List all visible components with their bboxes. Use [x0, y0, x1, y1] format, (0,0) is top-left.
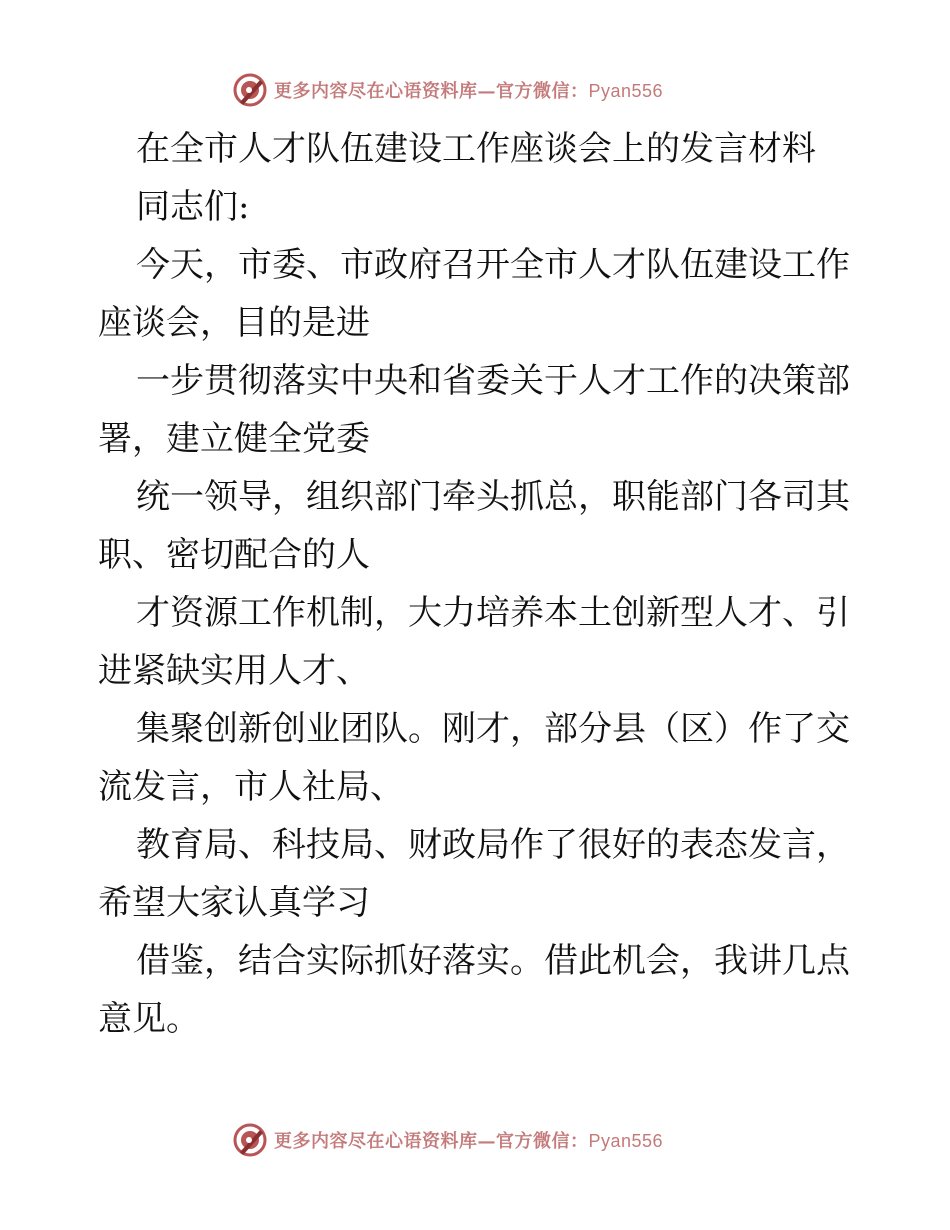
body-line: 借鉴，结合实际抓好落实。借此机会，我讲几点: [136, 941, 850, 981]
body-line: 教育局、科技局、财政局作了很好的表态发言，: [136, 825, 850, 865]
document-body: [98, 120, 858, 1048]
paragraph-lines: [98, 236, 858, 1048]
body-line: 统一领导，组织部门牵头抓总，职能部门各司其: [136, 477, 850, 517]
body-line: 意见。: [98, 999, 200, 1039]
watermark-wechat-id: Pyan556: [588, 1131, 664, 1151]
body-line: 座谈会，目的是进: [98, 303, 370, 343]
watermark-text: 更多内容尽在心语资料库—官方微信：Pyan556: [274, 1131, 664, 1152]
body-line: 流发言，市人社局、: [98, 767, 404, 807]
body-line: 一步贯彻落实中央和省委关于人才工作的决策部: [136, 361, 850, 401]
body-line: 进紧缺实用人才、: [98, 651, 370, 691]
document-title: 在全市人才队伍建设工作座谈会上的发言材料: [136, 129, 816, 169]
watermark-banner-top: [232, 70, 663, 110]
pen-logo-icon: [232, 72, 268, 108]
body-line: 职、密切配合的人: [98, 535, 370, 575]
body-line: 署，建立健全党委: [98, 419, 370, 459]
body-line: 希望大家认真学习: [98, 883, 370, 923]
watermark-text: 更多内容尽在心语资料库—官方微信：Pyan556: [274, 81, 664, 102]
watermark-banner-bottom: [232, 1120, 663, 1160]
body-line: 今天，市委、市政府召开全市人才队伍建设工作: [136, 245, 850, 285]
salutation: 同志们:: [136, 187, 250, 227]
pen-logo-icon: [232, 1122, 268, 1158]
body-line: 才资源工作机制，大力培养本土创新型人才、引: [136, 593, 850, 633]
watermark-wechat-id: Pyan556: [588, 81, 664, 101]
body-line: 集聚创新创业团队。刚才，部分县（区）作了交: [136, 709, 850, 749]
